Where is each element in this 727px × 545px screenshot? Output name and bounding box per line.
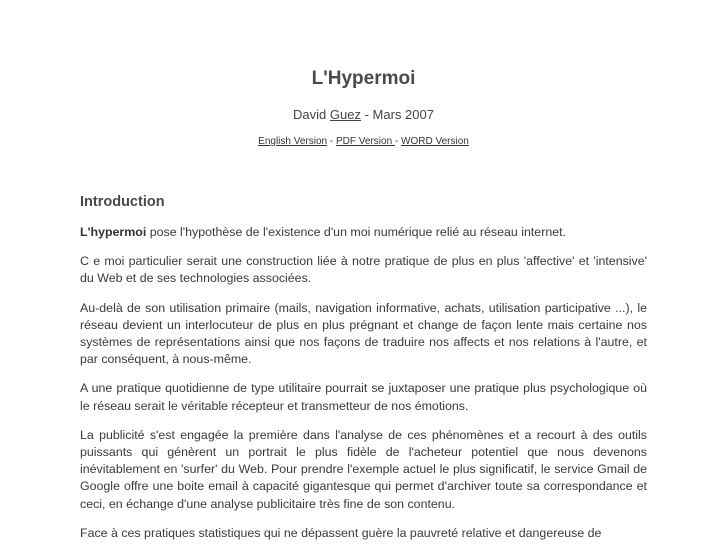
version-separator: - <box>327 136 336 147</box>
paragraph: Face à ces pratiques statistiques qui ne dépassent guère la pauvreté relative et dangereuse de <box>80 525 602 540</box>
paragraph <box>80 224 647 241</box>
paragraph: A une pratique quotidienne de type utilitaire pourrait se juxtaposer une pratique plus psychologique où le réseau serait le véritable récepteur et transmetteur de nos émotions. <box>80 381 647 413</box>
paragraph: Au-delà de son utilisation primaire (mails, navigation informative, achats, utilisation participative ...), le réseau devient un interlocuteur de plus en plus prégnant et change de façon lente mais certaine nos systèmes de représentations ainsi que nos façons de traduire nos affects et nos relations à l'autre, et par conséquent, à nous-même. <box>80 300 647 367</box>
page-title: L'Hypermoi <box>311 68 416 89</box>
section-heading: Introduction <box>80 194 165 210</box>
byline <box>0 107 727 122</box>
paragraph: C e moi particulier serait une construction liée à notre pratique de plus en plus 'affective' et 'intensive' du Web et de ses technologies associées. <box>80 254 647 286</box>
term-hypermoi: L'hypermoi <box>80 225 147 239</box>
article-body <box>80 194 647 545</box>
english-version-link[interactable]: English Version <box>258 136 328 147</box>
author-first-name: David <box>293 107 327 122</box>
paragraph: La publicité s'est engagée la première dans l'analyse de ces phénomènes et a recourt à des outils puissants qui génèrent un portrait le plus fidèle de l'acheteur potentiel que nous devenons inévitablement en 'surfer' du Web. Pour prendre l'exemple actuel le plus significatif, le service Gmail de Google offre une boite email à capacité gigantesque qui permet d'archiver toute sa correspondance et ceci, en échange d'une analyse publicitaire très fine de son contenu. <box>80 427 647 511</box>
version-links <box>0 136 727 147</box>
paragraph-text: pose l'hypothèse de l'existence d'un moi numérique relié au réseau internet. <box>146 225 566 239</box>
pdf-version-link[interactable]: PDF Version <box>336 136 395 147</box>
word-version-link[interactable]: WORD Version <box>401 136 469 147</box>
publication-date: - Mars 2007 <box>360 107 434 122</box>
version-separator: - <box>394 136 402 147</box>
author-link[interactable]: Guez <box>329 107 361 122</box>
